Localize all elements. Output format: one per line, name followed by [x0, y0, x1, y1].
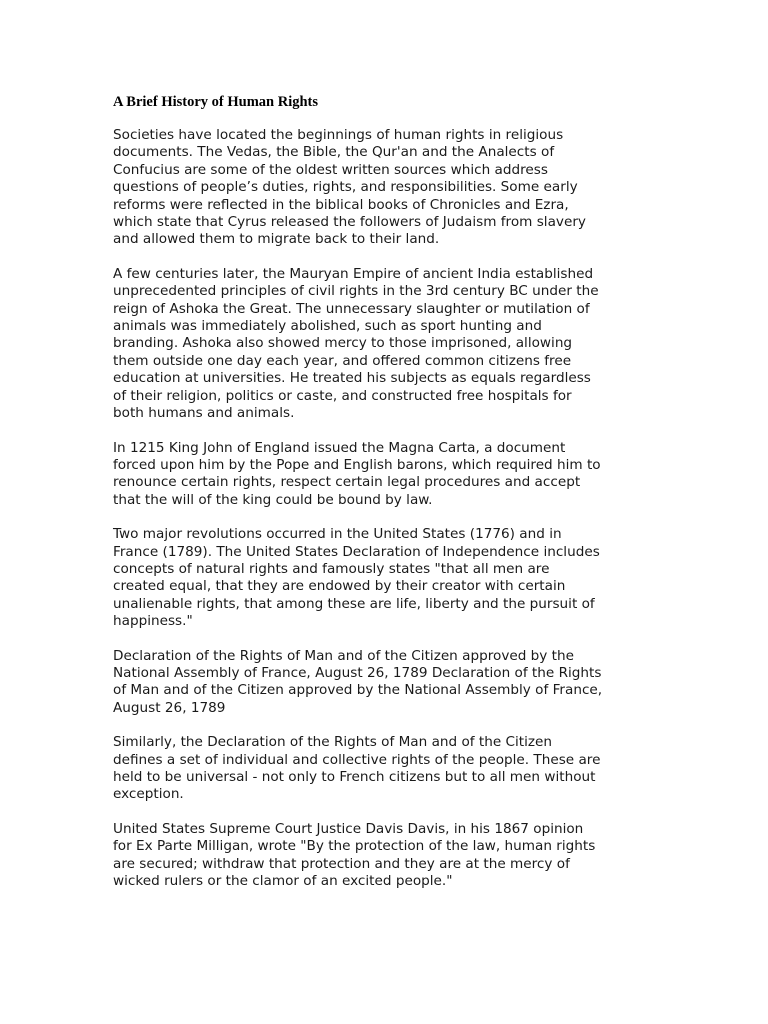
document-page	[113, 91, 673, 907]
text-line: forced upon him by the Pope and English barons, which required him to	[113, 456, 601, 473]
body-paragraph	[113, 734, 673, 804]
text-line: wicked rulers or the clamor of an excited people."	[113, 873, 453, 890]
body-paragraph	[113, 526, 673, 630]
text-line: animals was immediately abolished, such as sport hunting and	[113, 318, 542, 335]
text-line: are secured; withdraw that protection and they are at the mercy of	[113, 855, 570, 872]
text-line: renounce certain rights, respect certain legal procedures and accept	[113, 474, 581, 491]
text-line: of Man and of the Citizen approved by the National Assembly of France,	[113, 682, 603, 699]
document-title: A Brief History of Human Rights	[113, 94, 319, 110]
text-line: defines a set of individual and collective rights of the people. These are	[113, 751, 601, 768]
text-line: United States Supreme Court Justice Davis Davis, in his 1867 opinion	[113, 820, 584, 837]
text-line: created equal, that they are endowed by their creator with certain	[113, 578, 566, 595]
text-line: unalienable rights, that among these are life, liberty and the pursuit of	[113, 595, 595, 612]
text-line: Two major revolutions occurred in the United States (1776) and in	[113, 526, 562, 543]
body-paragraph	[113, 266, 673, 423]
text-line: Confucius are some of the oldest written sources which address	[113, 161, 548, 178]
text-line: branding. Ashoka also showed mercy to those imprisoned, allowing	[113, 335, 573, 352]
text-line: unprecedented principles of civil rights in the 3rd century BC under the	[113, 283, 599, 300]
text-line: happiness."	[113, 613, 193, 630]
text-line: France (1789). The United States Declaration of Independence includes	[113, 543, 600, 560]
text-line: held to be universal - not only to French citizens but to all men without	[113, 769, 596, 785]
body-paragraph	[113, 440, 673, 510]
text-line: exception.	[113, 786, 184, 803]
text-line: Similarly, the Declaration of the Rights of Man and of the Citizen	[113, 734, 553, 751]
body-paragraph	[113, 127, 673, 249]
text-line: Societies have located the beginnings of human rights in religious	[113, 127, 564, 143]
text-line: education at universities. He treated his subjects as equals regardless	[113, 370, 591, 387]
text-line: of their religion, politics or caste, and constructed free hospitals for	[113, 387, 572, 404]
text-line: concepts of natural rights and famously states "that all men are	[113, 560, 550, 577]
text-line: which state that Cyrus released the followers of Judaism from slavery	[113, 214, 586, 231]
text-line: for Ex Parte Milligan, wrote "By the protection of the law, human rights	[113, 838, 596, 855]
text-line: reign of Ashoka the Great. The unnecessary slaughter or mutilation of	[113, 300, 590, 317]
text-line: and allowed them to migrate back to their land.	[113, 231, 440, 248]
text-line: that the will of the king could be bound by law.	[113, 491, 433, 508]
document-body	[113, 127, 673, 890]
text-line: both humans and animals.	[113, 405, 295, 422]
text-line: documents. The Vedas, the Bible, the Qur'an and the Analects of	[113, 144, 555, 161]
body-paragraph	[113, 648, 673, 718]
text-line: A few centuries later, the Mauryan Empire of ancient India established	[113, 265, 594, 282]
text-line: questions of people’s duties, rights, and responsibilities. Some early	[113, 179, 578, 196]
body-paragraph	[113, 821, 673, 891]
text-line: reforms were reflected in the biblical books of Chronicles and Ezra,	[113, 196, 569, 213]
text-line: In 1215 King John of England issued the Magna Carta, a document	[113, 439, 566, 456]
text-line: Declaration of the Rights of Man and of the Citizen approved by the	[113, 647, 574, 664]
text-line: August 26, 1789	[113, 699, 226, 716]
text-line: National Assembly of France, August 26, 1789 Declaration of the Rights	[113, 664, 602, 681]
text-line: them outside one day each year, and offered common citizens free	[113, 352, 572, 369]
